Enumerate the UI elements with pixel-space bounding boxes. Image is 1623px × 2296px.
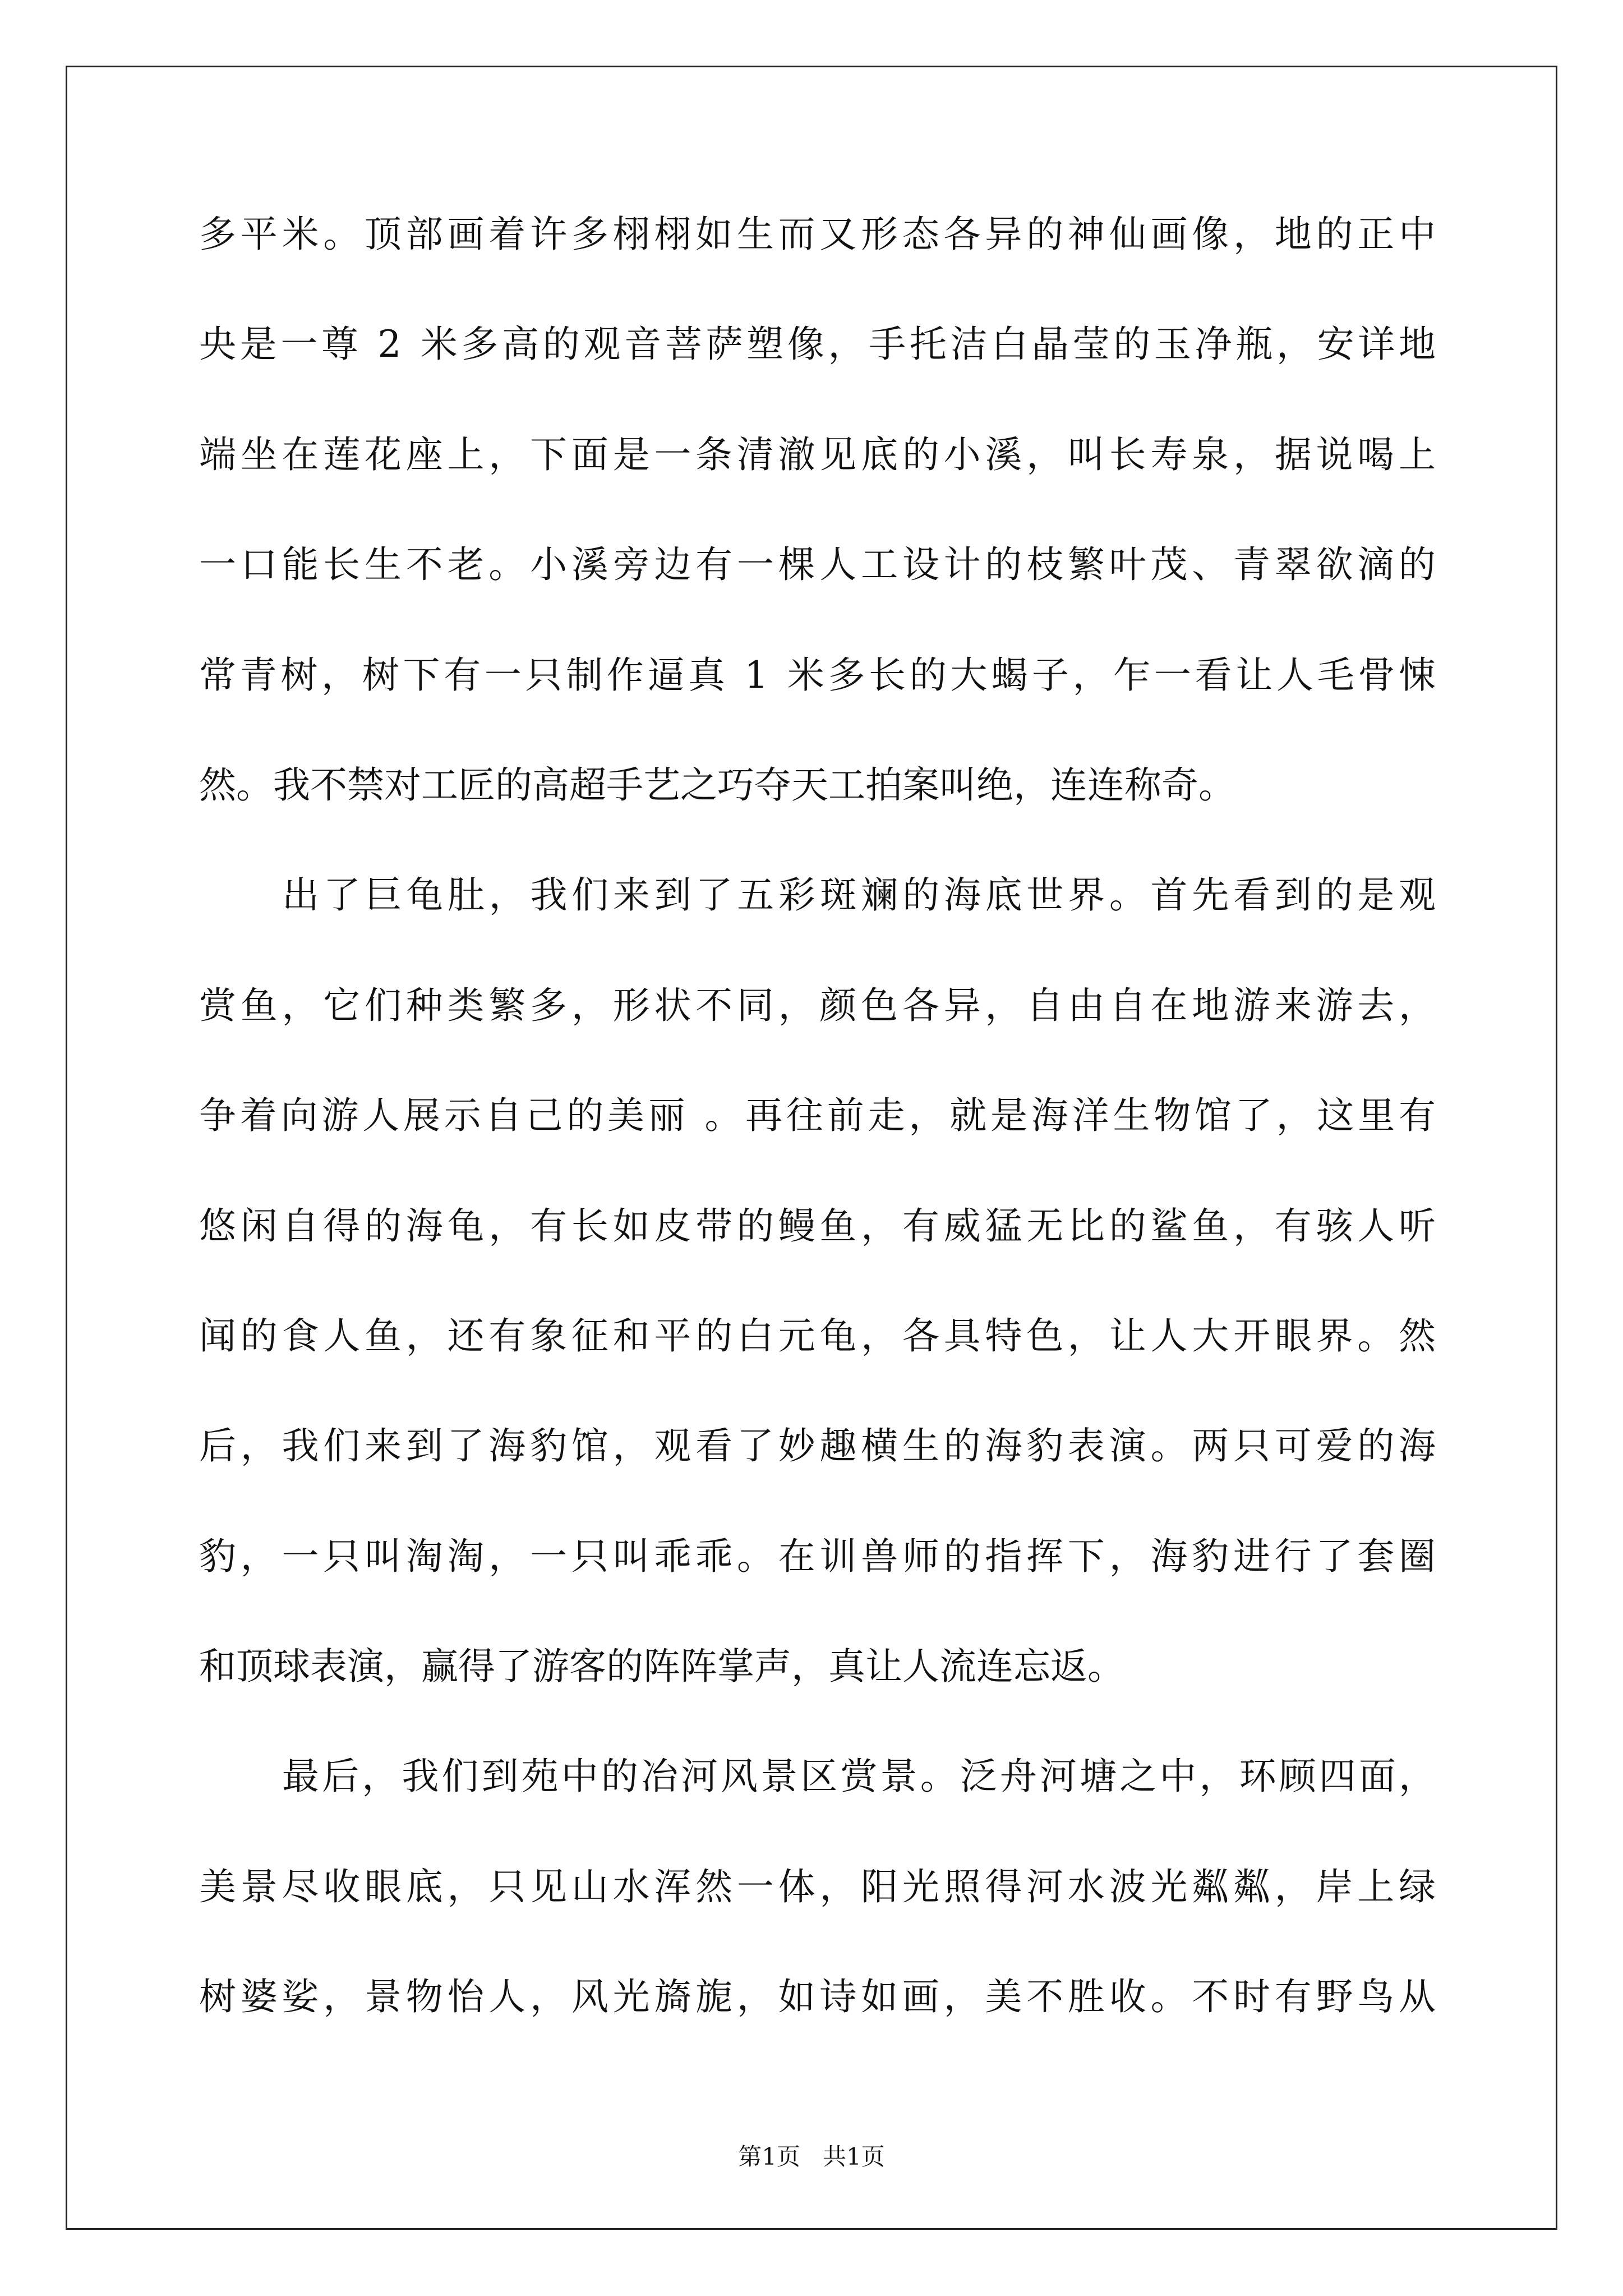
text-line (199, 212, 1440, 322)
line-text: 常青树，树下有一只制作逼真 1 米多长的大蝎子，乍一看让人毛骨悚 (199, 653, 1440, 697)
line-text: 树婆娑，景物怡人，风光旖旎，如诗如画，美不胜收。不时有野鸟从 (199, 1975, 1440, 2019)
text-line (199, 1644, 1436, 1754)
text-line (199, 1424, 1440, 1534)
line-text: 和顶球表演，赢得了游客的阵阵掌声，真让人流连忘返。 (199, 1645, 1124, 1688)
text-line (199, 1204, 1440, 1314)
text-line (199, 322, 1440, 432)
paragraph-first-line (199, 1754, 1439, 1864)
line-text: 一口能长生不老。小溪旁边有一棵人工设计的枝繁叶茂、青翠欲滴的 (199, 543, 1440, 587)
text-line (199, 542, 1440, 652)
line-text: 央是一尊 2 米多高的观音菩萨塑像，手托洁白晶莹的玉净瓶，安详地 (199, 323, 1440, 366)
text-line (199, 432, 1440, 542)
text-line (199, 1865, 1440, 1975)
text-line (199, 1534, 1440, 1644)
line-text: 悠闲自得的海龟，有长如皮带的鳗鱼，有威猛无比的鲨鱼，有骇人听 (199, 1204, 1440, 1248)
line-text: 闻的食人鱼，还有象征和平的白元龟，各具特色，让人大开眼界。然 (199, 1314, 1440, 1358)
text-line (199, 763, 1436, 873)
line-text: 赏鱼，它们种类繁多，形状不同，颜色各异，自由自在地游来游去， (199, 983, 1440, 1027)
line-text: 美景尽收眼底，只见山水浑然一体，阳光照得河水波光粼粼，岸上绿 (199, 1865, 1440, 1908)
line-text: 后，我们来到了海豹馆，观看了妙趣横生的海豹表演。两只可爱的海 (199, 1424, 1440, 1468)
line-text: 豹，一只叫淘淘，一只叫乖乖。在训兽师的指挥下，海豹进行了套圈 (199, 1534, 1440, 1578)
text-line (199, 1975, 1440, 2085)
text-line (199, 1314, 1440, 1424)
line-text: 出了巨龟肚，我们来到了五彩斑斓的海底世界。首先看到的是观 (282, 873, 1440, 917)
line-text: 多平米。顶部画着许多栩栩如生而又形态各异的神仙画像，地的正中 (199, 213, 1440, 256)
document-body (199, 212, 1440, 2085)
page-footer: 第1页 共1页 (738, 2143, 885, 2170)
text-line (199, 1093, 1440, 1203)
line-text: 争着向游人展示自己的美丽 。再往前走，就是海洋生物馆了，这里有 (199, 1094, 1440, 1138)
text-line (199, 983, 1440, 1093)
line-text: 最后，我们到苑中的冶河风景区赏景。泛舟河塘之中，环顾四面， (282, 1755, 1439, 1798)
line-text: 然。我不禁对工匠的高超手艺之巧夺天工拍案叫绝，连连称奇。 (199, 763, 1235, 807)
line-text: 端坐在莲花座上，下面是一条清澈见底的小溪，叫长寿泉，据说喝上 (199, 432, 1440, 476)
paragraph-first-line (199, 873, 1440, 983)
text-line (199, 653, 1440, 763)
